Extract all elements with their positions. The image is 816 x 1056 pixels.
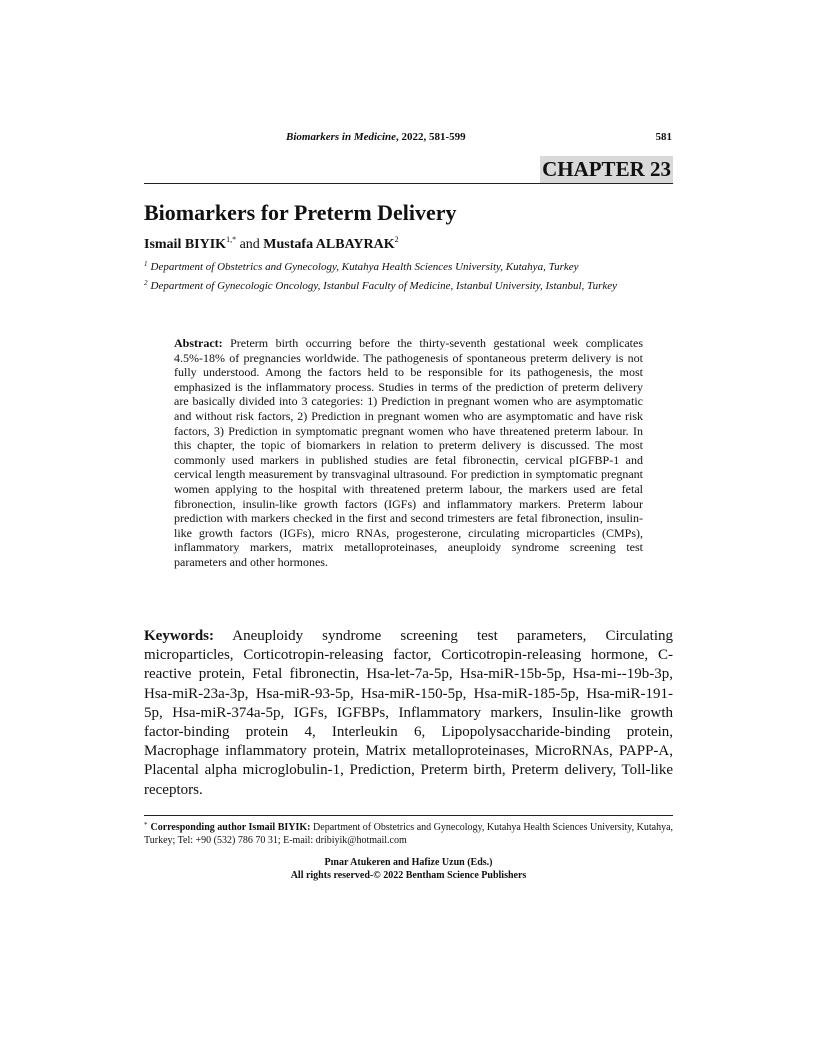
footnote-text: Department of Obstetrics and Gynecology, Kutahya Health Sciences University, Kutahya, Turkey; Tel: +90 (532) 786 70 31; E-mail: dribiyik@hotmail.com xyxy=(144,822,674,846)
affiliation-2 xyxy=(144,278,673,294)
abstract-label: Abstract: xyxy=(174,336,223,350)
footnote xyxy=(144,821,673,847)
abstract-text: Preterm birth occurring before the thirty-seventh gestational week complicates 4.5%-18% of pregnancies worldwide. The pathogenesis of spontaneous preterm delivery is not fully understood. Among the factors held to be responsible for its pathogenesis, the most emphasized is the inflammatory process. Studies in terms of the prediction of preterm delivery are basically divided into 3 categories: 1) Prediction in pregnant women who are asymptomatic and without risk factors, 2) Prediction in pregnant women who are asymptomatic and have risk factors, 3) Prediction in symptomatic pregnant women who have threatened preterm labour. In this chapter, the topic of biomarkers in relation to preterm delivery is discussed. The most commonly used markers in published studies are fetal fibronectin, cervical pIGFBP-1 and cervical length measurement by transvaginal ultrasound. For prediction in symptomatic pregnant women applying to the hospital with threatened preterm labour, the markers used are fetal fibronection, insulin-like growth factors (IGFs) and inflammatory markers. Preterm labour prediction with markers checked in the first and second trimesters are fetal fibronection, insulin-like growth factors (IGFs), micro RNAs, progesterone, circulating microparticles (CMPs), inflammatory markers, matrix metalloproteinases, aneuploidy syndrome screening test parameters and other hormones. xyxy=(174,336,644,569)
chapter-title: Biomarkers for Preterm Delivery xyxy=(144,200,457,225)
footnote-label: Corresponding author Ismail BIYIK: xyxy=(150,822,311,833)
author-2: Mustafa ALBAYRAK xyxy=(263,237,395,252)
abstract xyxy=(174,336,643,570)
chapter-label: CHAPTER 23 xyxy=(542,157,671,181)
affiliation-2-text: Department of Gynecologic Oncology, Istanbul Faculty of Medicine, Istanbul University, Istanbul, Turkey xyxy=(150,280,617,292)
footnote-mark: * xyxy=(144,821,148,829)
author-2-marker: 2 xyxy=(394,235,399,244)
affiliation-1-text: Department of Obstetrics and Gynecology, Kutahya Health Sciences University, Kutahya, Turkey xyxy=(150,261,579,273)
keywords xyxy=(144,627,673,800)
page-number: 581 xyxy=(655,131,672,143)
rights-line: All rights reserved-© 2022 Bentham Science Publishers xyxy=(290,869,527,881)
publisher-info xyxy=(144,857,673,882)
running-head xyxy=(286,131,466,143)
author-line xyxy=(144,236,399,254)
footnote-divider xyxy=(144,815,673,816)
affiliation-2-number: 2 xyxy=(144,279,148,287)
journal-citation: , 2022, 581-599 xyxy=(396,131,466,143)
author-1-marker: 1,* xyxy=(226,235,237,244)
journal-name: Biomarkers in Medicine xyxy=(286,131,397,143)
affiliation-1-number: 1 xyxy=(144,260,148,268)
keywords-label: Keywords: xyxy=(144,628,214,644)
affiliation-1 xyxy=(144,259,673,275)
editors-line: Pınar Atukeren and Hafize Uzun (Eds.) xyxy=(324,857,493,868)
keywords-text: Aneuploidy syndrome screening test parameters, Circulating microparticles, Corticotropin-releasing factor, Corticotropin-releasing hormone, C-reactive protein, Fetal fibronectin, Hsa-let-7a-5p, Hsa-miR-15b-5p, Hsa-mi--19b-3p, Hsa-miR-23a-3p, Hsa-miR-93-5p, Hsa-miR-150-5p, Hsa-miR-185-5p, Hsa-miR-191-5p, Hsa-miR-374a-5p, IGFs, IGFBPs, Inflammatory markers, Insulin-like growth factor-binding protein 4, Interleukin 6, Lipopolysaccharide-binding protein, Macrophage inflammatory protein, Matrix metalloproteinases, MicroRNAs, PAPP-A, Placental alpha microglobulin-1, Prediction, Preterm birth, Preterm delivery, Toll-like receptors. xyxy=(144,628,673,798)
author-conjunction: and xyxy=(236,237,264,252)
author-1: Ismail BIYIK xyxy=(144,237,227,252)
chapter-divider xyxy=(144,183,673,184)
